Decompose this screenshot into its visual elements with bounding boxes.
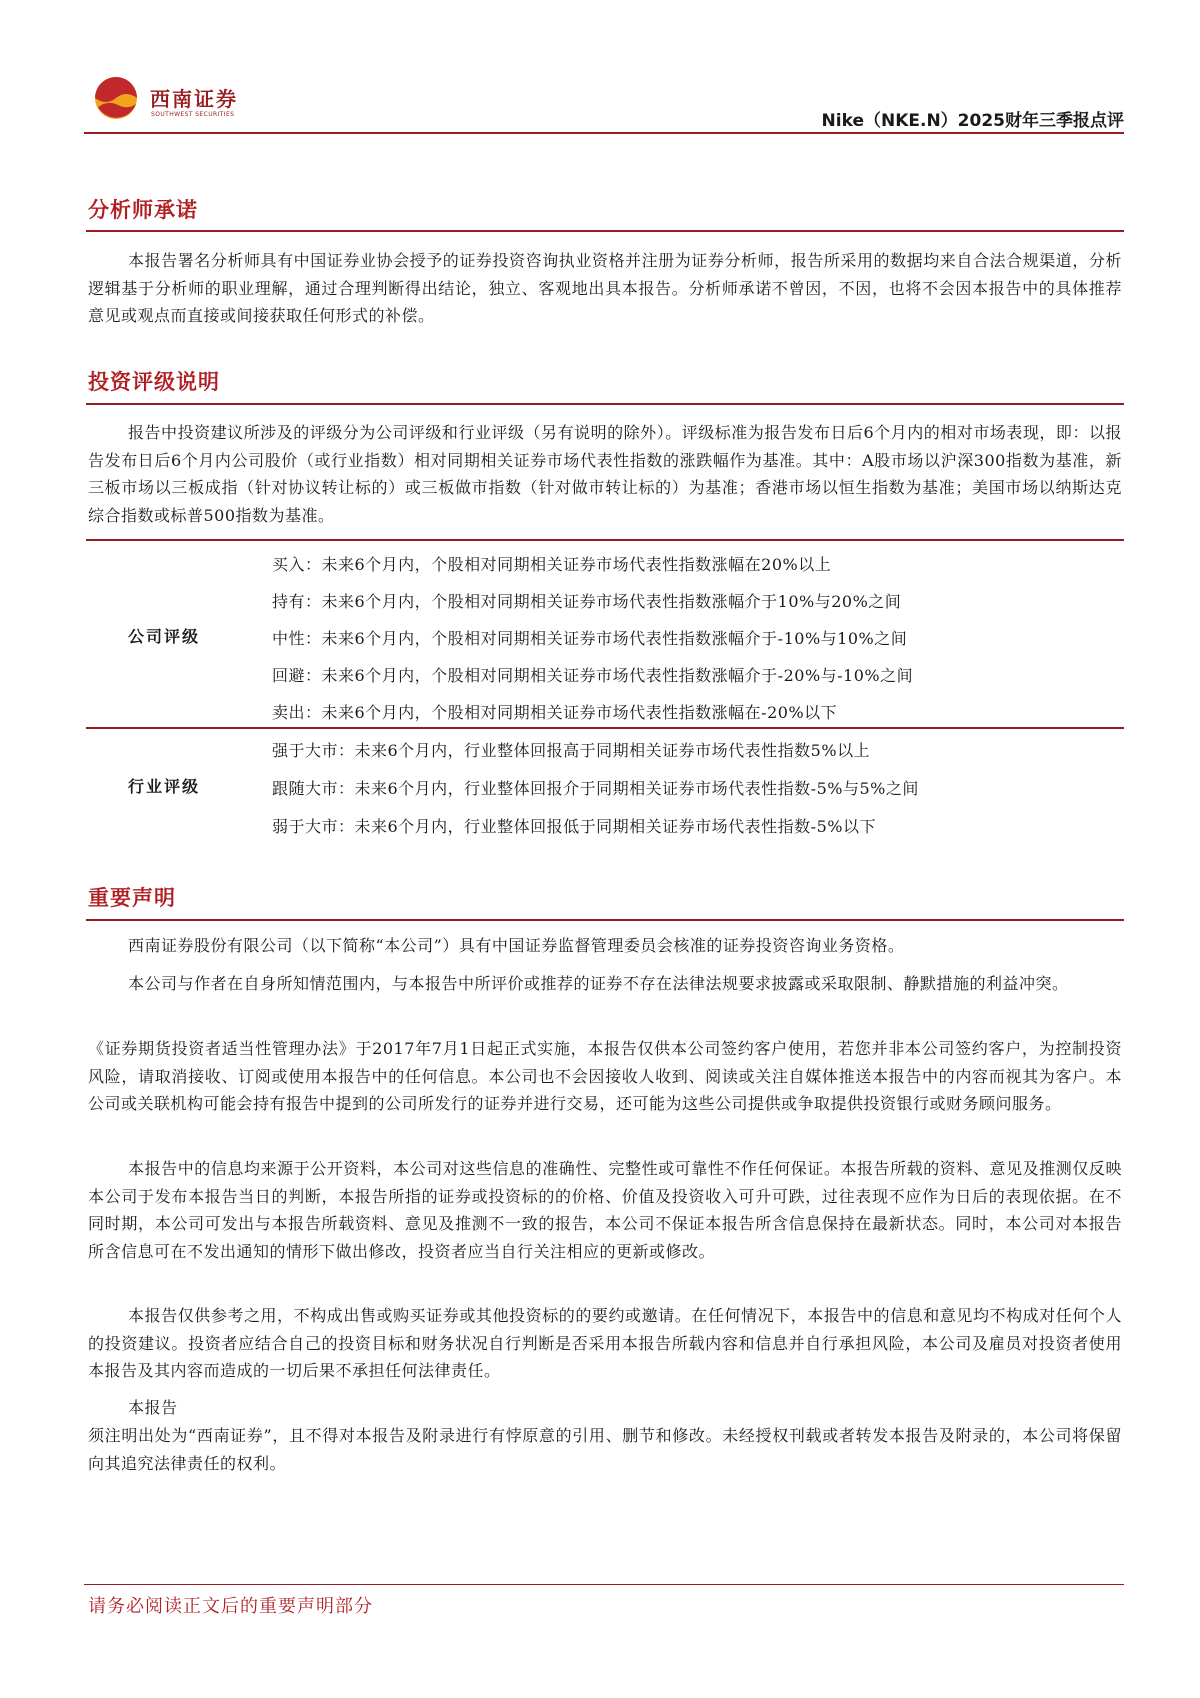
section-divider-rating [86,403,1124,405]
disclaimer-paragraph-4: 本报告中的信息均来源于公开资料，本公司对这些信息的准确性、完整性或可靠性不作任何保证。本报告所载的资料、意见及推测仅反映本公司于发布本报告当日的判断，本报告所指的证券或投资标的的价格、价值及投资收入可升可跌，过往表现不应作为日后的表现依据。在不同时期，本公司可发出与本报告所载资料、意见及推测不一致的报告，本公司不保证本报告所含信息保持在最新状态。同时，本公司对本报告所含信息可在不发出通知的情形下做出修改，投资者应当自行关注相应的更新或修改。 [88,1159,1122,1261]
rating-table-mid-rule [86,727,1124,729]
section-divider-analyst [86,230,1124,232]
footer-note: 请务必阅读正文后的重要声明部分 [88,1596,373,1617]
disclaimer-paragraph-6-lead: 本报告 [128,1398,178,1417]
logo-text-en: SOUTHWEST SECURITIES [151,111,235,118]
page-header [84,70,1124,135]
report-title: Nike（NKE.N）2025财年三季报点评 [821,111,1124,131]
industry-rating-outperform: 强于大市：未来6个月内，行业整体回报高于同期相关证券市场代表性指数5%以上 [272,741,871,760]
company-rating-label: 公司评级 [128,627,201,646]
company-rating-buy: 买入：未来6个月内，个股相对同期相关证券市场代表性指数涨幅在20%以上 [272,555,832,574]
company-logo [92,74,292,124]
rating-paragraph: 报告中投资建议所涉及的评级分为公司评级和行业评级（另有说明的除外）。评级标准为报告发布日后6个月内的相对市场表现，即：以报告发布日后6个月内公司股价（或行业指数）相对同期相关证券市场代表性指数的涨跌幅作为基准。其中：A股市场以沪深300指数为基准，新三板市场以三板成指（针对协议转让标的）或三板做市指数（针对做市转让标的）为基准；香港市场以恒生指数为基准；美国市场以纳斯达克综合指数或标普500指数为基准。 [88,423,1122,525]
section-title-analyst: 分析师承诺 [88,197,198,222]
industry-rating-underperform: 弱于大市：未来6个月内，行业整体回报低于同期相关证券市场代表性指数-5%以下 [272,817,876,836]
industry-rating-label: 行业评级 [128,777,201,796]
disclaimer-paragraph-2: 本公司与作者在自身所知情范围内，与本报告中所评价或推荐的证券不存在法律法规要求披露或采取限制、静默措施的利益冲突。 [128,974,1069,993]
industry-rating-market-perform: 跟随大市：未来6个月内，行业整体回报介于同期相关证券市场代表性指数-5%与5%之间 [272,779,919,798]
section-title-rating: 投资评级说明 [88,369,220,394]
logo-text-cn: 西南证券 [150,87,238,111]
section-divider-disclaimer [86,919,1124,921]
disclaimer-paragraph-5: 本报告仅供参考之用，不构成出售或购买证券或其他投资标的的要约或邀请。在任何情况下，本报告中的信息和意见均不构成对任何个人的投资建议。投资者应结合自己的投资目标和财务状况自行判断是否采用本报告所载内容和信息并自行承担风险，本公司及雇员对投资者使用本报告及其内容而造成的一切后果不承担任何法律责任。 [88,1306,1122,1380]
company-rating-sell: 卖出：未来6个月内，个股相对同期相关证券市场代表性指数涨幅在-20%以下 [272,703,838,722]
section-title-disclaimer: 重要声明 [88,885,176,910]
rating-table-top-rule [86,539,1124,541]
footer-divider [84,1584,1124,1585]
company-rating-hold: 持有：未来6个月内，个股相对同期相关证券市场代表性指数涨幅介于10%与20%之间 [272,592,902,611]
company-rating-avoid: 回避：未来6个月内，个股相对同期相关证券市场代表性指数涨幅介于-20%与-10%之间 [272,666,914,685]
analyst-paragraph: 本报告署名分析师具有中国证券业协会授予的证券投资咨询执业资格并注册为证券分析师，报告所采用的数据均来自合法合规渠道，分析逻辑基于分析师的职业理解，通过合理判断得出结论，独立、客观地出具本报告。分析师承诺不曾因，不因，也将不会因本报告中的具体推荐意见或观点而直接或间接获取任何形式的补偿。 [88,251,1122,325]
company-rating-neutral: 中性：未来6个月内，个股相对同期相关证券市场代表性指数涨幅介于-10%与10%之间 [272,629,908,648]
disclaimer-paragraph-6: 须注明出处为“西南证券”，且不得对本报告及附录进行有悖原意的引用、删节和修改。未经授权刊载或者转发本报告及附录的，本公司将保留向其追究法律责任的权利。 [88,1426,1122,1473]
header-divider [84,132,1124,134]
disclaimer-paragraph-3: 《证券期货投资者适当性管理办法》于2017年7月1日起正式实施，本报告仅供本公司签约客户使用，若您并非本公司签约客户，为控制投资风险，请取消接收、订阅或使用本报告中的任何信息。本公司也不会因接收人收到、阅读或关注自媒体推送本报告中的内容而视其为客户。本公司或关联机构可能会持有报告中提到的公司所发行的证券并进行交易，还可能为这些公司提供或争取提供投资银行或财务顾问服务。 [88,1039,1122,1113]
disclaimer-paragraph-1: 西南证券股份有限公司（以下简称“本公司”）具有中国证券监督管理委员会核准的证券投资咨询业务资格。 [128,936,905,955]
logo-sun-icon [92,74,140,122]
